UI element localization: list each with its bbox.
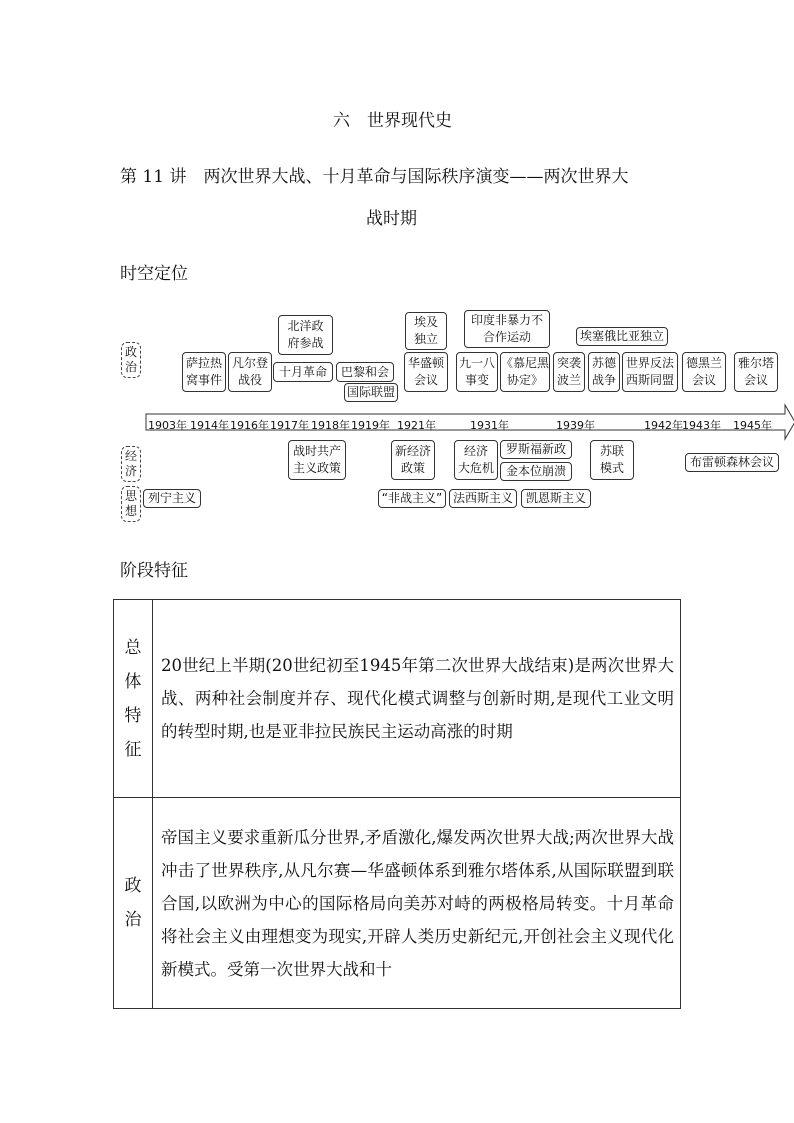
event-league-of-nations: 国际联盟 bbox=[344, 383, 398, 402]
year-label: 1903年 bbox=[148, 419, 187, 432]
event-roosevelt-new-deal: 罗斯福新政 bbox=[500, 440, 572, 459]
event-sarajevo: 萨拉热 窝事件 bbox=[182, 352, 226, 392]
event-gold-standard-collapse: 金本位崩溃 bbox=[500, 462, 572, 481]
year-label: 1942年 bbox=[644, 419, 683, 432]
event-anti-fascist-alliance: 世界反法 西斯同盟 bbox=[622, 352, 678, 392]
lecture-title-line1: 第 11 讲 两次世界大战、十月革命与国际秩序演变——两次世界大 bbox=[120, 167, 629, 187]
event-leninism: 列宁主义 bbox=[143, 489, 201, 508]
event-sept18-incident: 九一八 事变 bbox=[456, 352, 498, 392]
event-fascism: 法西斯主义 bbox=[449, 489, 517, 508]
year-label: 1931年 bbox=[470, 419, 509, 432]
year-label: 1919年 bbox=[351, 419, 390, 432]
event-verdun: 凡尔登 战役 bbox=[228, 352, 272, 392]
event-keynesianism: 凯恩斯主义 bbox=[521, 489, 591, 508]
event-washington-conference: 华盛顿 会议 bbox=[404, 352, 448, 392]
stage-heading: 阶段特征 bbox=[120, 561, 188, 581]
row-label-overall: 总 体 特 征 bbox=[114, 600, 153, 798]
event-ethiopia-independence: 埃塞俄比亚独立 bbox=[576, 327, 668, 346]
row-label-politics: 政 治 bbox=[114, 798, 153, 1009]
event-october-revolution: 十月革命 bbox=[273, 362, 333, 382]
event-egypt-independence: 埃及 独立 bbox=[405, 312, 447, 350]
event-bretton-woods: 布雷顿森林会议 bbox=[685, 453, 779, 472]
category-politics: 政 治 bbox=[121, 342, 141, 378]
row-text-politics: 帝国主义要求重新瓜分世界,矛盾激化,爆发两次世界大战;两次世界大战冲击了世界秩序,从凡尔赛—华盛顿体系到雅尔塔体系,从国际联盟到联合国,以欧洲为中心的国际格局向美苏对峙的两极格局转变。十月革命将社会主义由理想变为现实,开辟人类历史新纪元,开创社会主义现代化新模式。受第一次世界大战和十 bbox=[153, 798, 681, 1009]
event-great-depression: 经济 大危机 bbox=[454, 440, 498, 480]
category-economy: 经 济 bbox=[121, 446, 141, 482]
event-munich-agreement: 《慕尼黑 协定》 bbox=[500, 352, 550, 392]
section-title: 六 世界现代史 bbox=[333, 111, 452, 131]
row-text-overall: 20世纪上半期(20世纪初至1945年第二次世界大战结束)是两次世界大战、两种社会制度并存、现代化模式调整与创新时期,是现代工业文明的转型时期,也是亚非拉民族民主运动高涨的时期 bbox=[153, 600, 681, 798]
year-label: 1917年 bbox=[270, 419, 309, 432]
event-soviet-model: 苏联 模式 bbox=[590, 440, 634, 480]
event-beiyang-war: 北洋政 府参战 bbox=[278, 315, 333, 355]
timeline-heading: 时空定位 bbox=[120, 264, 188, 284]
year-label: 1945年 bbox=[733, 419, 772, 432]
features-table bbox=[113, 599, 681, 1009]
year-label: 1921年 bbox=[397, 419, 436, 432]
event-new-economic-policy: 新经济 政策 bbox=[391, 440, 435, 480]
table-row bbox=[114, 600, 681, 798]
event-invasion-poland: 突袭 波兰 bbox=[553, 352, 585, 392]
lecture-title-line2: 战时期 bbox=[366, 209, 417, 229]
category-thought: 思 想 bbox=[121, 486, 141, 522]
event-tehran-conference: 德黑兰 会议 bbox=[682, 352, 726, 392]
event-war-communism: 战时共产 主义政策 bbox=[288, 440, 346, 480]
table-row bbox=[114, 798, 681, 1009]
event-soviet-german-war: 苏德 战争 bbox=[588, 352, 620, 392]
year-label: 1918年 bbox=[311, 419, 350, 432]
year-label: 1914年 bbox=[190, 419, 229, 432]
year-label: 1916年 bbox=[230, 419, 269, 432]
year-label: 1943年 bbox=[682, 419, 721, 432]
event-india-noncooperation: 印度非暴力不 合作运动 bbox=[464, 310, 550, 348]
event-yalta-conference: 雅尔塔 会议 bbox=[734, 352, 778, 392]
year-label: 1939年 bbox=[556, 419, 595, 432]
event-non-war-doctrine: “非战主义” bbox=[378, 489, 446, 508]
event-paris-conference: 巴黎和会 bbox=[336, 362, 394, 382]
